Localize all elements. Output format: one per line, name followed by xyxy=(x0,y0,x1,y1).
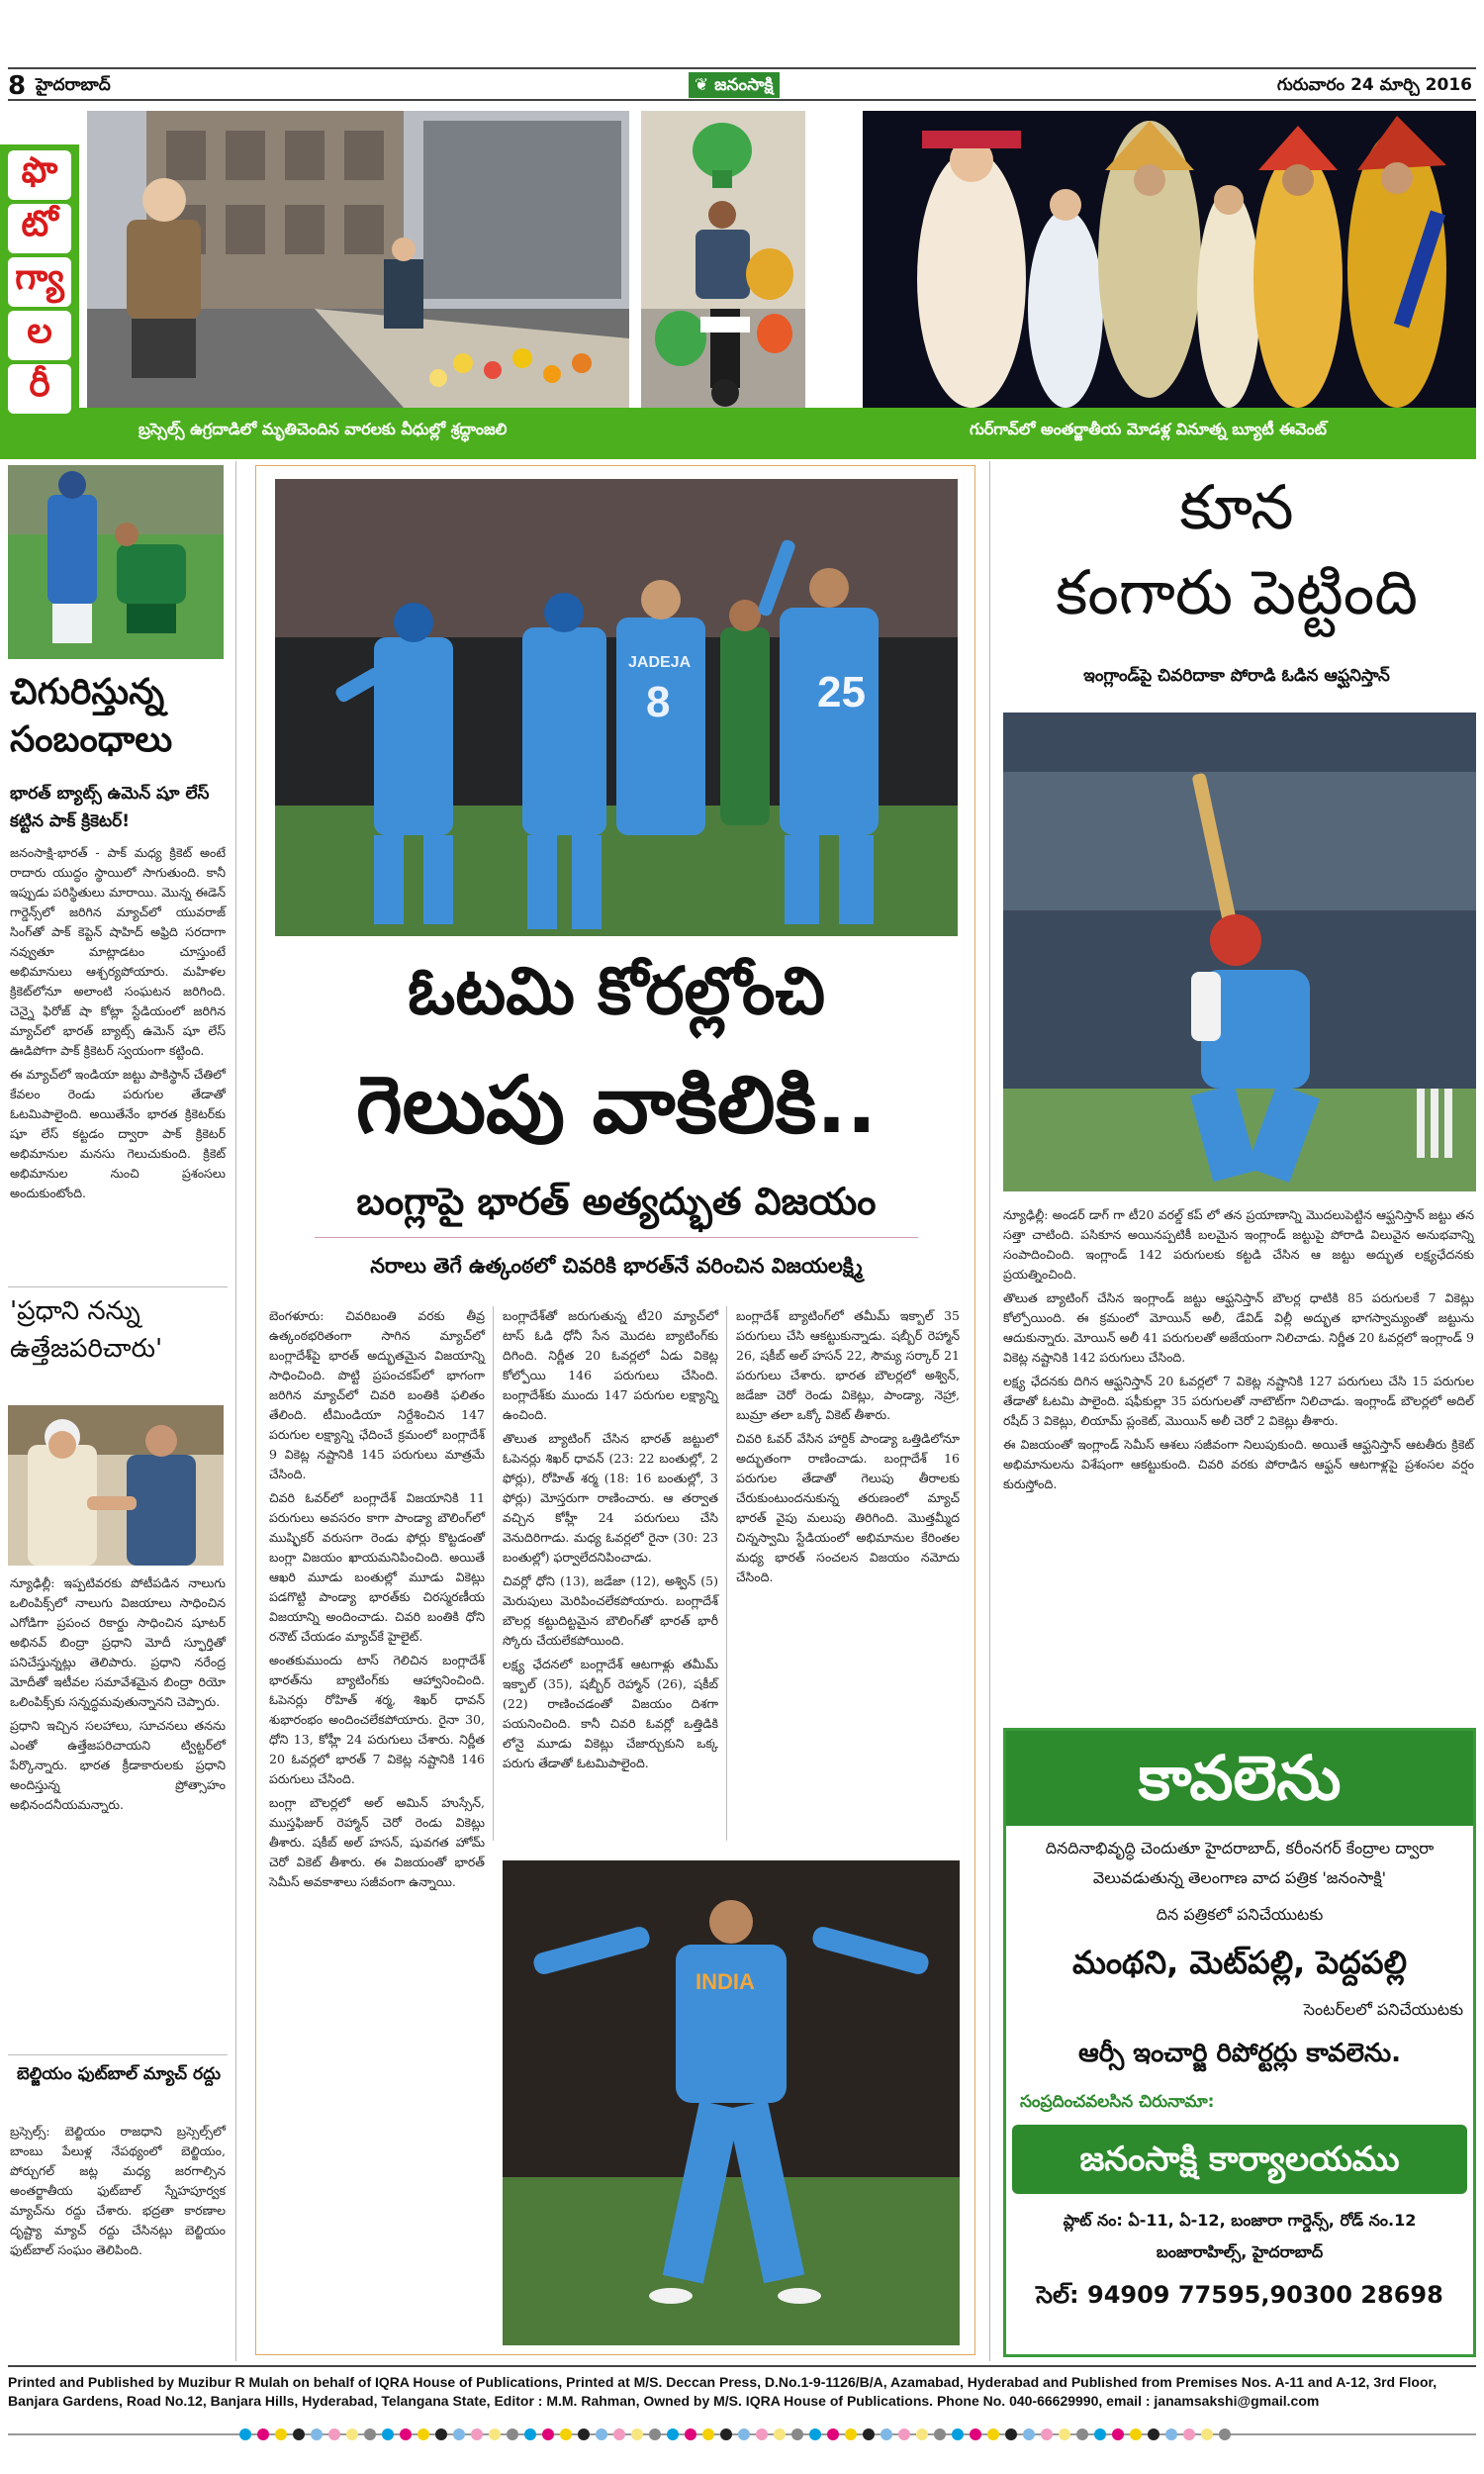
registration-dot xyxy=(1148,2428,1159,2440)
right-story-para: లక్ష్య ఛేదనకు దిగిన ఆఫ్ఘనిస్తాన్ 20 ఓవర్లలో 7 వికెట్ల నష్టానికి 127 పరుగులు చేసి 15 పరుగుల తేడాతో ఓటమి పాలైంది. షఫీకుల్లా 35 పరుగులతో నాటౌట్‌గా నిలిచాడు. ఇంగ్లాండ్ బౌలర్లలో అదిల్ రషీద్ 3 వికెట్లు, లియామ్ ప్లంకెట్, మొయిన్ అలీ చెరో 2 వికెట్లు తీశారు. xyxy=(1003,1374,1474,1428)
registration-dot xyxy=(1165,2428,1177,2440)
job-ad-line-3: సెంటర్‌లలో పనిచేయుటకు xyxy=(1303,2000,1463,2019)
registration-dot xyxy=(239,2428,251,2440)
registration-dot xyxy=(435,2428,447,2440)
job-ad-address-1: ప్లాట్ నం: ఏ-11, ఏ-12, బంజారా గార్డెన్స్, రోడ్ నం.12 xyxy=(1063,2211,1417,2230)
center-col-2-para: బంగ్లాదేశ్‌తో జరుగుతున్న టీ20 మ్యాచ్‌లో టాస్ ఓడి ధోనీ సేన మొదట బ్యాటింగ్‌కు దిగింది. నిర్ణీత 20 ఓవర్లలో ఏడు వికెట్ల కోల్పోయి 146 పరుగులు చేసింది. బంగ్లాదేశ్‌కు ముందు 147 పరుగుల లక్ష్యాన్ని ఉంచింది. xyxy=(503,1308,718,1422)
masthead-logo xyxy=(689,72,780,98)
job-ad-box xyxy=(1003,1728,1476,2357)
job-ad-contact-label: సంప్రదించవలసిన చిరునామా: xyxy=(1020,2092,1215,2112)
center-col-1-para: చివరి ఓవర్‌లో బంగ్లాదేశ్ విజయానికి 11 పరుగులు అవసరం కాగా పాండ్యా బౌలింగ్‌లో ముష్ఫికర్ వరుసగా రెండు ఫోర్లు కొట్టడంతో బంగ్లా విజయం ఖాయమనిపించింది. అయితే ఆఖరి మూడు బంతుల్లో మూడు వికెట్లు పడగొట్టి పాండ్యా భారత్‌కు చిరస్మరణీయ విజయాన్ని అందించాడు. చివరి బంతికి ధోని రనౌట్ చేయడం మ్యాచ్‌కే హైలైట్. xyxy=(269,1490,485,1644)
registration-dot xyxy=(1059,2428,1070,2440)
footer-imprint: Printed and Published by Muzibur R Mulah on behalf of IQRA House of Publications, Printed at M/S. Deccan Press, D.No.1-9-1126/B/A, Azamabad, Hyderabad and Published from Premises Nos. A-11 and A-12, 3rd Floor, Banjara Gardens, Road No.12, Banjara Hills, Hyderabad, Telangana State, Editor : M.M. Rahman, Owned by M/S. IQRA House of Publications. Phone No. 040-66629990, email : janamsakshi@gmail.com xyxy=(8,2374,1438,2409)
gallery-label-char-5: రీ xyxy=(8,364,71,414)
gallery-label-char-3: గ్యా xyxy=(8,257,71,307)
registration-dot xyxy=(1023,2428,1035,2440)
registration-dot xyxy=(578,2428,590,2440)
registration-dot xyxy=(417,2428,429,2440)
center-story-col-1 xyxy=(269,1306,485,1892)
registration-dot xyxy=(382,2428,394,2440)
gallery-label-char-4: ల xyxy=(8,311,71,360)
right-story-para: తొలుత బ్యాటింగ్ చేసిన ఇంగ్లాండ్ జట్టు ఆఫ్ఘనిస్తాన్ బౌలర్ల ధాటికి 85 పరుగులకే 7 వికెట్లు కోల్పోయింది. ఈ క్రమంలో మోయిన్ అలీ, డేవిడ్ విల్లీ అద్భుత భాగస్వామ్యంతో జట్టును ఆదుకున్నారు. మోయిన్ అలీ 41 పరుగులతో అజేయంగా నిలిచాడు. నిర్ణీత 20 ఓవర్లలో ఇంగ్లాండ్ 9 వికెట్ల నష్టానికి 142 పరుగులు చేసింది. xyxy=(1003,1290,1474,1365)
registration-dot xyxy=(596,2428,607,2440)
center-story-col-2 xyxy=(503,1306,718,1773)
registration-dot xyxy=(631,2428,643,2440)
left-headline-2: 'ప్రధాని నన్ను ఉత్తేజపరిచారు' xyxy=(10,1296,163,1364)
job-ad-title: కావలెను xyxy=(1006,1731,1473,1826)
left-story-1-para: జనంసాక్షి-భారత్ - పాక్ మధ్య క్రికెట్ అంటే రాదారు యుద్ధం స్థాయిలో సాగుతుంది. కానీ ఇప్పుడు పరిస్థితులు మారాయి. మొన్న ఈడెన్ గార్డెన్స్‌లో జరిగిన మ్యాచ్‌లో యువరాజ్ సింగ్‌తో పాక్ కెప్టెన్ షాహిద్ అఫ్రిది సరదాగా నవ్వుతూ మాట్లాడటం చూస్తుంటే అభిమానులు ఆశ్చర్యపోయారు. మహిళల క్రికెట్‌లోనూ అలాంటి సంఘటన జరిగింది. చెన్నై ఫిరోజ్ షా కోట్లా స్టేడియంలో జరిగిన మ్యాచ్‌లో భారత్ బ్యాట్స్ ఉమెన్ షూ లేస్ ఊడిపోగా పాక్ క్రికెటర్ స్వయంగా కట్టింది. xyxy=(10,845,226,1058)
page-header xyxy=(8,67,1476,101)
page-date: గురువారం 24 మార్చి 2016 xyxy=(1276,75,1472,95)
registration-dot xyxy=(1076,2428,1088,2440)
registration-dot xyxy=(1183,2428,1195,2440)
column-rule xyxy=(989,461,990,2361)
column-rule xyxy=(235,461,236,2361)
registration-dot xyxy=(649,2428,661,2440)
center-col-3-para: చివరి ఓవర్ వేసిన హార్దిక్ పాండ్యా ఒత్తిడిలోనూ అద్భుతంగా రాణించాడు. బంగ్లాదేశ్ 16 పరుగుల తేడాతో గెలుపు తీరాలకు చేరుకుంటుందనుకున్న తరుణంలో మ్యాచ్ భారత్ వైపు మలుపు తిరిగింది. మొత్తమ్మీద చిన్నస్వామి స్టేడియంలో అభిమానుల కేరింతల మధ్య భారత్ సంచలన విజయం నమోదు చేసింది. xyxy=(736,1431,960,1584)
left-story-2 xyxy=(10,1573,226,1815)
left-story-2-para: న్యూఢిల్లీ: ఇప్పటివరకు పోటీపడిన నాలుగు ఒలింపిక్స్‌లో నాలుగు విజయాలు సాధించిన ఎగోడిగా ప్రపంచ రికార్డు సాధించిన షూటర్ అభినవ్ బింద్రా ప్రధాని మోదీ స్ఫూర్తితో పనిచేస్తున్నట్లు తెలిపారు. ప్రధాని నరేంద్ర మోదీతో ఇటీవల సమావేశమైన బింద్రా రియో ఒలింపిక్స్‌కు సన్నద్ధమవుతున్నానని చెప్పారు. xyxy=(10,1575,226,1709)
center-headline-line-2: గెలుపు వాకిలికి.. xyxy=(355,1059,878,1151)
right-headline-line-1: కూన xyxy=(1179,471,1294,543)
brussels-caption: బ్రస్సెల్స్ ఉగ్రదాడిలో మృతిచెందిన వారలకు వీధుల్లో శ్రద్ధాంజలి xyxy=(139,420,508,438)
registration-dot xyxy=(507,2428,518,2440)
column-rule xyxy=(493,1306,494,1841)
registration-dot xyxy=(560,2428,572,2440)
center-kicker: నరాలు తెగే ఉత్కంఠలో చివరికి భారత్‌నే వరించిన విజయలక్ష్మి xyxy=(370,1254,863,1278)
center-col-1-para: బెంగళూరు: చివరిబంతి వరకు తీవ్ర ఉత్కంఠభరితంగా సాగిన మ్యాచ్‌లో బంగ్లాదేశ్‌పై భారత్ అద్భుతమైన విజయాన్ని సాధించింది. పొట్టి ప్రపంచకప్‌లో భాగంగా జరిగిన మ్యాచ్‌లో చివరి బంతికి ఫలితం తేలింది. టీమిండియా నిర్దేశించిన 147 పరుగుల లక్ష్యాన్ని ఛేదించే క్రమంలో బంగ్లాదేశ్ 9 వికెట్ల నష్టానికి 145 పరుగులు మాత్రమే చేసింది. xyxy=(269,1308,485,1481)
pandya-celebration-photo xyxy=(503,1860,960,2345)
right-story-para: న్యూఢిల్లీ: అండర్ డాగ్ గా టీ20 వరల్డ్ కప్ లో తన ప్రయాణాన్ని మొదలుపెట్టిన ఆఫ్ఘనిస్తాన్ జట్టు తన సత్తా చాటింది. పసికూన అయినప్పటికీ బలమైన ఇంగ్లాండ్ జట్టుపై పోరాడి విలువైన అనుభవాన్ని సంపాదించింది. ఇంగ్లాండ్ 142 పరుగులకు కట్టడి చేసిన ఆ జట్టు అద్భుత లక్ష్యఛేదనకు ప్రయత్నించింది. xyxy=(1003,1207,1474,1282)
center-col-2-para: లక్ష్య ఛేదనలో బంగ్లాదేశ్ ఆటగాళ్లు తమీమ్ ఇక్బాల్ (35), షబ్బీర్ రెహ్మాన్ (26), షకీబ్ (22) రాణించడంతో విజయం దిశగా పయనించింది. కానీ చివరి ఓవర్లో ఒత్తిడికి లోనై మూడు వికెట్లు చేజార్చుకుని ఒక్క పరుగు తేడాతో ఓటమిపాలైంది. xyxy=(503,1657,718,1770)
gallery-label-char-2: టో xyxy=(8,204,71,253)
left-story-3-para: బ్రస్సెల్స్: బెల్జియం రాజధాని బ్రస్సెల్స్‌లో బాంబు పేలుళ్ల నేపథ్యంలో బెల్జియం, పోర్చుగల్ జట్ల మధ్య జరగాల్సిన అంతర్జాతీయ ఫుట్‌బాల్ స్నేహపూర్వక మ్యాచ్‌ను రద్దు చేశారు. భద్రతా కారణాల దృష్ట్యా మ్యాచ్ రద్దు చేసినట్లు బెల్జియం ఫుట్‌బాల్ సంఘం తెలిపింది. xyxy=(10,2124,226,2257)
registration-dot xyxy=(667,2428,679,2440)
registration-dot xyxy=(275,2428,287,2440)
registration-dot xyxy=(489,2428,501,2440)
jersey-name-text: JADEJA xyxy=(628,654,692,671)
footer-rule xyxy=(8,2365,1476,2367)
registration-dot xyxy=(756,2428,768,2440)
india-celebration-photo xyxy=(275,479,958,936)
left-story-1 xyxy=(10,843,226,1203)
center-col-3-para: బంగ్లాదేశ్ బ్యాటింగ్‌లో తమీమ్ ఇక్బాల్ 35 పరుగులు చేసి ఆకట్టుకున్నాడు. షబ్బీర్ రెహ్మాన్ 26, షకీబ్ అల్ హసన్ 22, సౌమ్య సర్కార్ 21 పరుగులు చేశారు. భారత బౌలర్లలో అశ్విన్, జడేజా చెరో రెండు వికెట్లు, పాండ్యా, నెహ్రా, బుమ్రా తలా ఒక్కో వికెట్ తీశారు. xyxy=(736,1308,960,1422)
column-rule xyxy=(726,1306,727,1841)
registration-dot xyxy=(702,2428,714,2440)
left-divider xyxy=(8,1286,228,1287)
cricketers-shoelace-photo xyxy=(8,465,224,659)
page-number: 8 xyxy=(8,71,27,101)
registration-dot xyxy=(1130,2428,1142,2440)
registration-dot xyxy=(311,2428,323,2440)
center-headline-line-1: ఓటమి కోరల్లోంచి xyxy=(407,953,826,1029)
registration-dot xyxy=(863,2428,875,2440)
job-ad-address-2: బంజారాహిల్స్, హైదరాబాద్ xyxy=(1156,2242,1324,2261)
page-city: హైదరాబాద్ xyxy=(36,75,111,95)
center-col-1-para: అంతకుముందు టాస్ గెలిచిన బంగ్లాదేశ్ భారత్‌ను బ్యాటింగ్‌కు ఆహ్వానించింది. ఓపెనర్లు రోహిత్ శర్మ, శిఖర్ ధావన్ శుభారంభం అందించలేకపోయారు. రైనా 30, ధోని 13, కోహ్లీ 24 పరుగులు చేశారు. నిర్ణీత 20 ఓవర్లలో భారత్ 7 వికెట్ల నష్టానికి 146 పరుగులు చేసింది. xyxy=(269,1653,485,1786)
registration-dot xyxy=(1201,2428,1213,2440)
left-headline-3: బెల్జియం ఫుట్‌బాల్ మ్యాచ్ రద్దు xyxy=(17,2064,221,2084)
job-ad-intro: దినదినాభివృద్ధి చెందుతూ హైదరాబాద్, కరీంనగర్ కేంద్రాల ద్వారా వెలువడుతున్న తెలంగాణ వాద పత్రిక 'జనంసాక్షి' xyxy=(1045,1839,1435,1887)
modi-bindra-photo xyxy=(8,1405,224,1566)
brussels-tribute-photo xyxy=(87,111,629,408)
registration-dot xyxy=(774,2428,786,2440)
registration-dot xyxy=(293,2428,305,2440)
center-col-1-para: బంగ్లా బౌలర్లలో అల్ అమిన్ హుస్సేన్, ముస్తఫిజుర్ రెహ్మాన్ చెరో రెండు వికెట్లు తీశారు. షకీబ్ అల్ హసన్, షువగత హోమ్ చెరో వికెట్ తీశారు. ఈ విజయంతో భారత్ సెమీస్ అవకాశాలు సజీవంగా ఉన్నాయి. xyxy=(269,1795,485,1889)
india-jersey-text: INDIA xyxy=(696,1969,755,1994)
registration-dot xyxy=(845,2428,857,2440)
water-carrier-photo xyxy=(641,111,805,408)
jersey-number-text-2: 25 xyxy=(817,668,866,716)
registration-dot xyxy=(1094,2428,1106,2440)
registration-dot xyxy=(364,2428,376,2440)
registration-bar xyxy=(8,2425,1476,2444)
registration-dot xyxy=(524,2428,536,2440)
registration-dot xyxy=(934,2428,946,2440)
kicker-rule xyxy=(315,1237,918,1238)
right-story-para: ఈ విజయంతో ఇంగ్లాండ్ సెమీస్ ఆశలు సజీవంగా నిలుపుకుంది. అయితే ఆఫ్ఘనిస్తాన్ ఆటతీరు క్రికెట్ అభిమానులను విశేషంగా ఆకట్టుకుంది. చివరి వరకు పోరాడిన ఆఫ్ఘన్ ఆటగాళ్లపై ప్రశంసల వర్షం కురుస్తోంది. xyxy=(1003,1437,1474,1491)
job-ad-role: ఆర్సీ ఇంచార్జి రిపోర్టర్లు కావలెను. xyxy=(1077,2039,1402,2068)
registration-dot xyxy=(827,2428,839,2440)
left-story-3 xyxy=(10,2122,226,2260)
center-subheadline: బంగ్లాపై భారత్ అత్యద్భుత విజయం xyxy=(356,1180,877,1223)
photo-gallery-label xyxy=(0,144,79,459)
registration-dot xyxy=(881,2428,892,2440)
registration-dot xyxy=(542,2428,554,2440)
job-ad-places: మంథని, మెట్‌పల్లి, పెద్దపల్లి xyxy=(1071,1944,1408,1981)
registration-dot xyxy=(328,2428,340,2440)
registration-dot xyxy=(613,2428,625,2440)
registration-dot xyxy=(809,2428,821,2440)
job-ad-line-2: దిన పత్రికలో పనిచేయుటకు xyxy=(1156,1905,1324,1924)
registration-dot xyxy=(720,2428,732,2440)
registration-dot xyxy=(952,2428,964,2440)
left-story-2-para: ప్రధాని ఇచ్చిన సలహాలు, సూచనలు తనను ఎంతో ఉత్తేజపరిచాయని ట్విట్టర్‌లో పేర్కొన్నారు. భారత క్రీడాకారులకు ప్రధాని అందిస్తున్న ప్రోత్సాహం అభినందనీయమన్నారు. xyxy=(10,1718,226,1812)
registration-dot xyxy=(471,2428,483,2440)
registration-dot xyxy=(1041,2428,1053,2440)
center-col-2-para: తొలుత బ్యాటింగ్ చేసిన భారత్ జట్టులో ఓపెనర్లు శిఖర్ ధావన్ (23: 22 బంతుల్లో, 2 ఫోర్లు), రోహిత్ శర్మ (18: 16 బంతుల్లో, 3 ఫోర్లు) మోస్తరుగా రాణించారు. ఆ తర్వాత వచ్చిన కోహ్లీ 24 పరుగులు చేసి వెనుదిరిగాడు. మధ్య ఓవర్లలో రైనా (30: 23 బంతుల్లో) ఫర్వాలేదనిపించాడు. xyxy=(503,1431,718,1565)
registration-dot xyxy=(1005,2428,1017,2440)
registration-dot xyxy=(970,2428,981,2440)
leaf-icon: ❦ xyxy=(695,75,715,95)
job-ad-phone: సెల్: 94909 77595,90300 28698 xyxy=(1036,2281,1443,2309)
right-story xyxy=(1003,1205,1474,1494)
left-divider xyxy=(8,2054,228,2055)
registration-dot xyxy=(257,2428,269,2440)
registration-dot xyxy=(346,2428,358,2440)
afghan-batsman-photo xyxy=(1003,713,1476,1191)
registration-dot xyxy=(916,2428,928,2440)
registration-dot xyxy=(738,2428,750,2440)
gallery-label-char-1: ఫొ xyxy=(8,150,71,200)
registration-dot xyxy=(898,2428,910,2440)
registration-dot xyxy=(1112,2428,1124,2440)
center-story-col-3 xyxy=(736,1306,960,1587)
jersey-number-text: 8 xyxy=(646,678,671,726)
gurgaon-caption: గుర్‌గావ్‌లో అంతర్జాతీయ మోడళ్ల వినూత్న బ్యూటీ ఈవెంట్ xyxy=(970,420,1327,438)
registration-dot xyxy=(987,2428,999,2440)
registration-dot xyxy=(1219,2428,1231,2440)
gurgaon-pageant-photo xyxy=(863,111,1476,408)
left-subhead-1: భారత్ బ్యాట్స్ ఉమెన్ షూ లేస్ కట్టిన పాక్ క్రికెటర్! xyxy=(10,784,210,831)
job-ad-office: జనంసాక్షి కార్యాలయము xyxy=(1012,2125,1467,2194)
right-headline-line-2: కంగారు పెట్టింది xyxy=(1056,556,1418,628)
right-subheadline: ఇంగ్లాండ్‌పై చివరిదాకా పోరాడి ఓడిన ఆఫ్ఘనిస్తాన్ xyxy=(1083,666,1390,686)
left-headline-1: చిగురిస్తున్న సంబంధాలు xyxy=(10,672,173,760)
masthead-name: జనంసాక్షి xyxy=(714,75,774,95)
registration-dot xyxy=(685,2428,696,2440)
left-story-1-para: ఈ మ్యాచ్‌లో ఇండియా జట్టు పాకిస్థాన్‌ చేతిలో కేవలం రెండు పరుగుల తేడాతో ఓటమిపాలైంది. అయితేనేం భారత క్రికెటర్‌కు షూ లేస్ కట్టడం ద్వారా పాక్ క్రికెటర్ అభిమానుల మనసు గెలుచుకుంది. క్రికెట్ అభిమానుల నుంచి ప్రశంసలు అందుకుంటోంది. xyxy=(10,1067,226,1200)
center-col-2-para: చివర్లో ధోని (13), జడేజా (12), అశ్విన్ (5) మెరుపులు మెరిపించలేకపోయారు. బంగ్లాదేశ్ బౌలర్ల కట్టుదిట్టమైన బౌలింగ్‌తో భారత్ భారీ స్కోరు చేయలేకపోయింది. xyxy=(503,1573,718,1648)
registration-dot xyxy=(791,2428,803,2440)
registration-dot xyxy=(453,2428,465,2440)
registration-dot xyxy=(400,2428,412,2440)
